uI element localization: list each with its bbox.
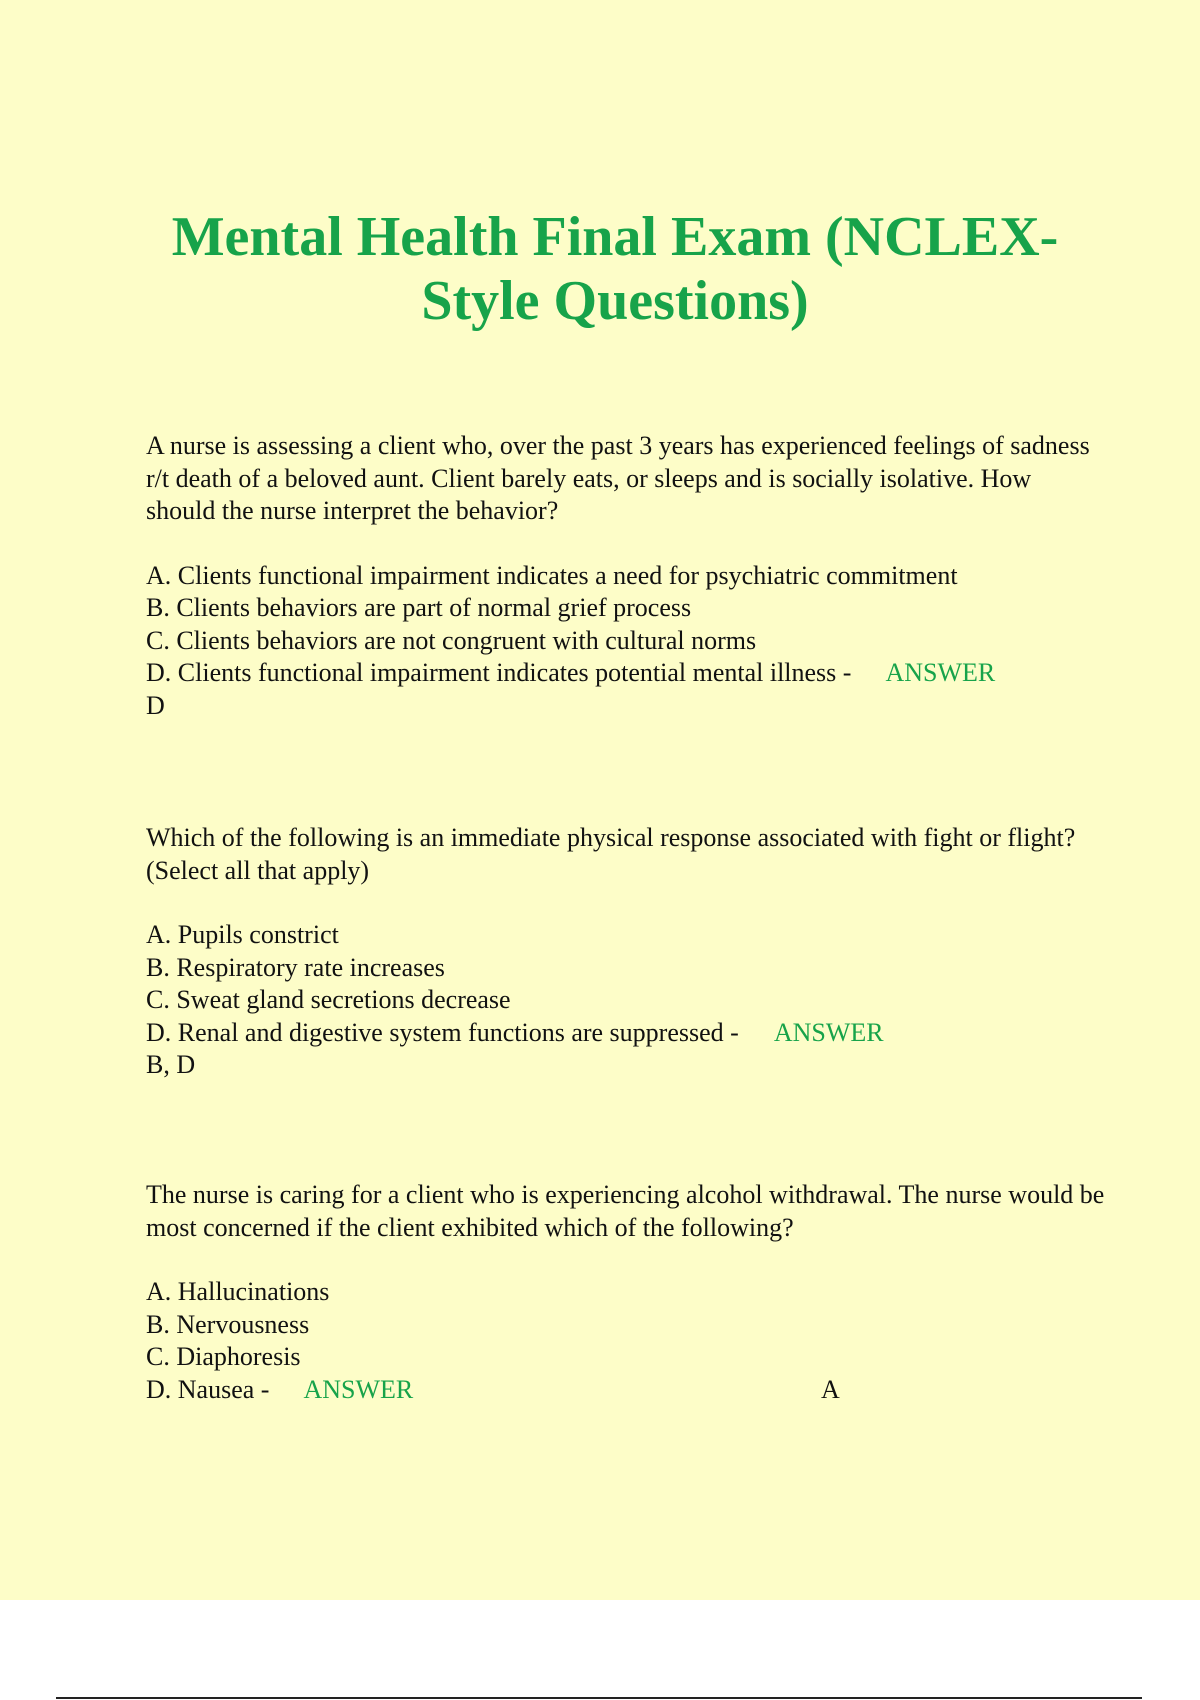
option-d: D. Renal and digestive system functions are suppressed - — [146, 1017, 739, 1047]
option-c: C. Clients behaviors are not congruent with cultural norms — [146, 625, 757, 655]
option-b: B. Nervousness — [146, 1309, 310, 1339]
option-d: D. Clients functional impairment indicates potential mental illness - — [146, 658, 852, 687]
option-c: C. Sweat gland secretions decrease — [146, 985, 511, 1014]
answer-label: ANSWER — [773, 1017, 884, 1047]
answer-value: D — [146, 690, 165, 720]
question-2 — [146, 822, 1106, 1082]
option-a: A. Hallucinations — [146, 1277, 330, 1306]
question-3 — [146, 1179, 1106, 1406]
question-1 — [146, 430, 1106, 722]
option-d-line — [146, 657, 1106, 690]
question-stem: Which of the following is an immediate physical response associated with fight or flight? (Select all that apply) — [146, 823, 1076, 885]
answer-label: ANSWER — [303, 1374, 414, 1404]
answer-label: ANSWER — [885, 658, 996, 687]
option-b: B. Respiratory rate increases — [146, 952, 445, 982]
question-stem: A nurse is assessing a client who, over the past 3 years has experienced feelings of sadness r/t death of a beloved aunt. Client barely eats, or sleeps and is socially isolative. How should the nurse interpret the behavior? — [146, 431, 1090, 525]
option-d-line — [146, 1017, 1106, 1050]
option-a: A. Clients functional impairment indicates a need for psychiatric commitment — [146, 560, 958, 590]
page-title: Mental Health Final Exam (NCLEX-Style Questions) — [171, 206, 1059, 332]
answer-value: A — [821, 1374, 840, 1404]
option-c: C. Diaphoresis — [146, 1342, 301, 1371]
option-b: B. Clients behaviors are part of normal grief process — [146, 593, 692, 622]
question-stem: The nurse is caring for a client who is experiencing alcohol withdrawal. The nurse would be most concerned if the client exhibited which of the following? — [146, 1180, 1105, 1242]
option-d-line — [146, 1374, 1106, 1407]
option-d: D. Nausea - — [146, 1374, 270, 1404]
option-a: A. Pupils constrict — [146, 920, 339, 949]
answer-value: B, D — [146, 1050, 196, 1079]
footer-divider — [56, 1697, 1142, 1699]
